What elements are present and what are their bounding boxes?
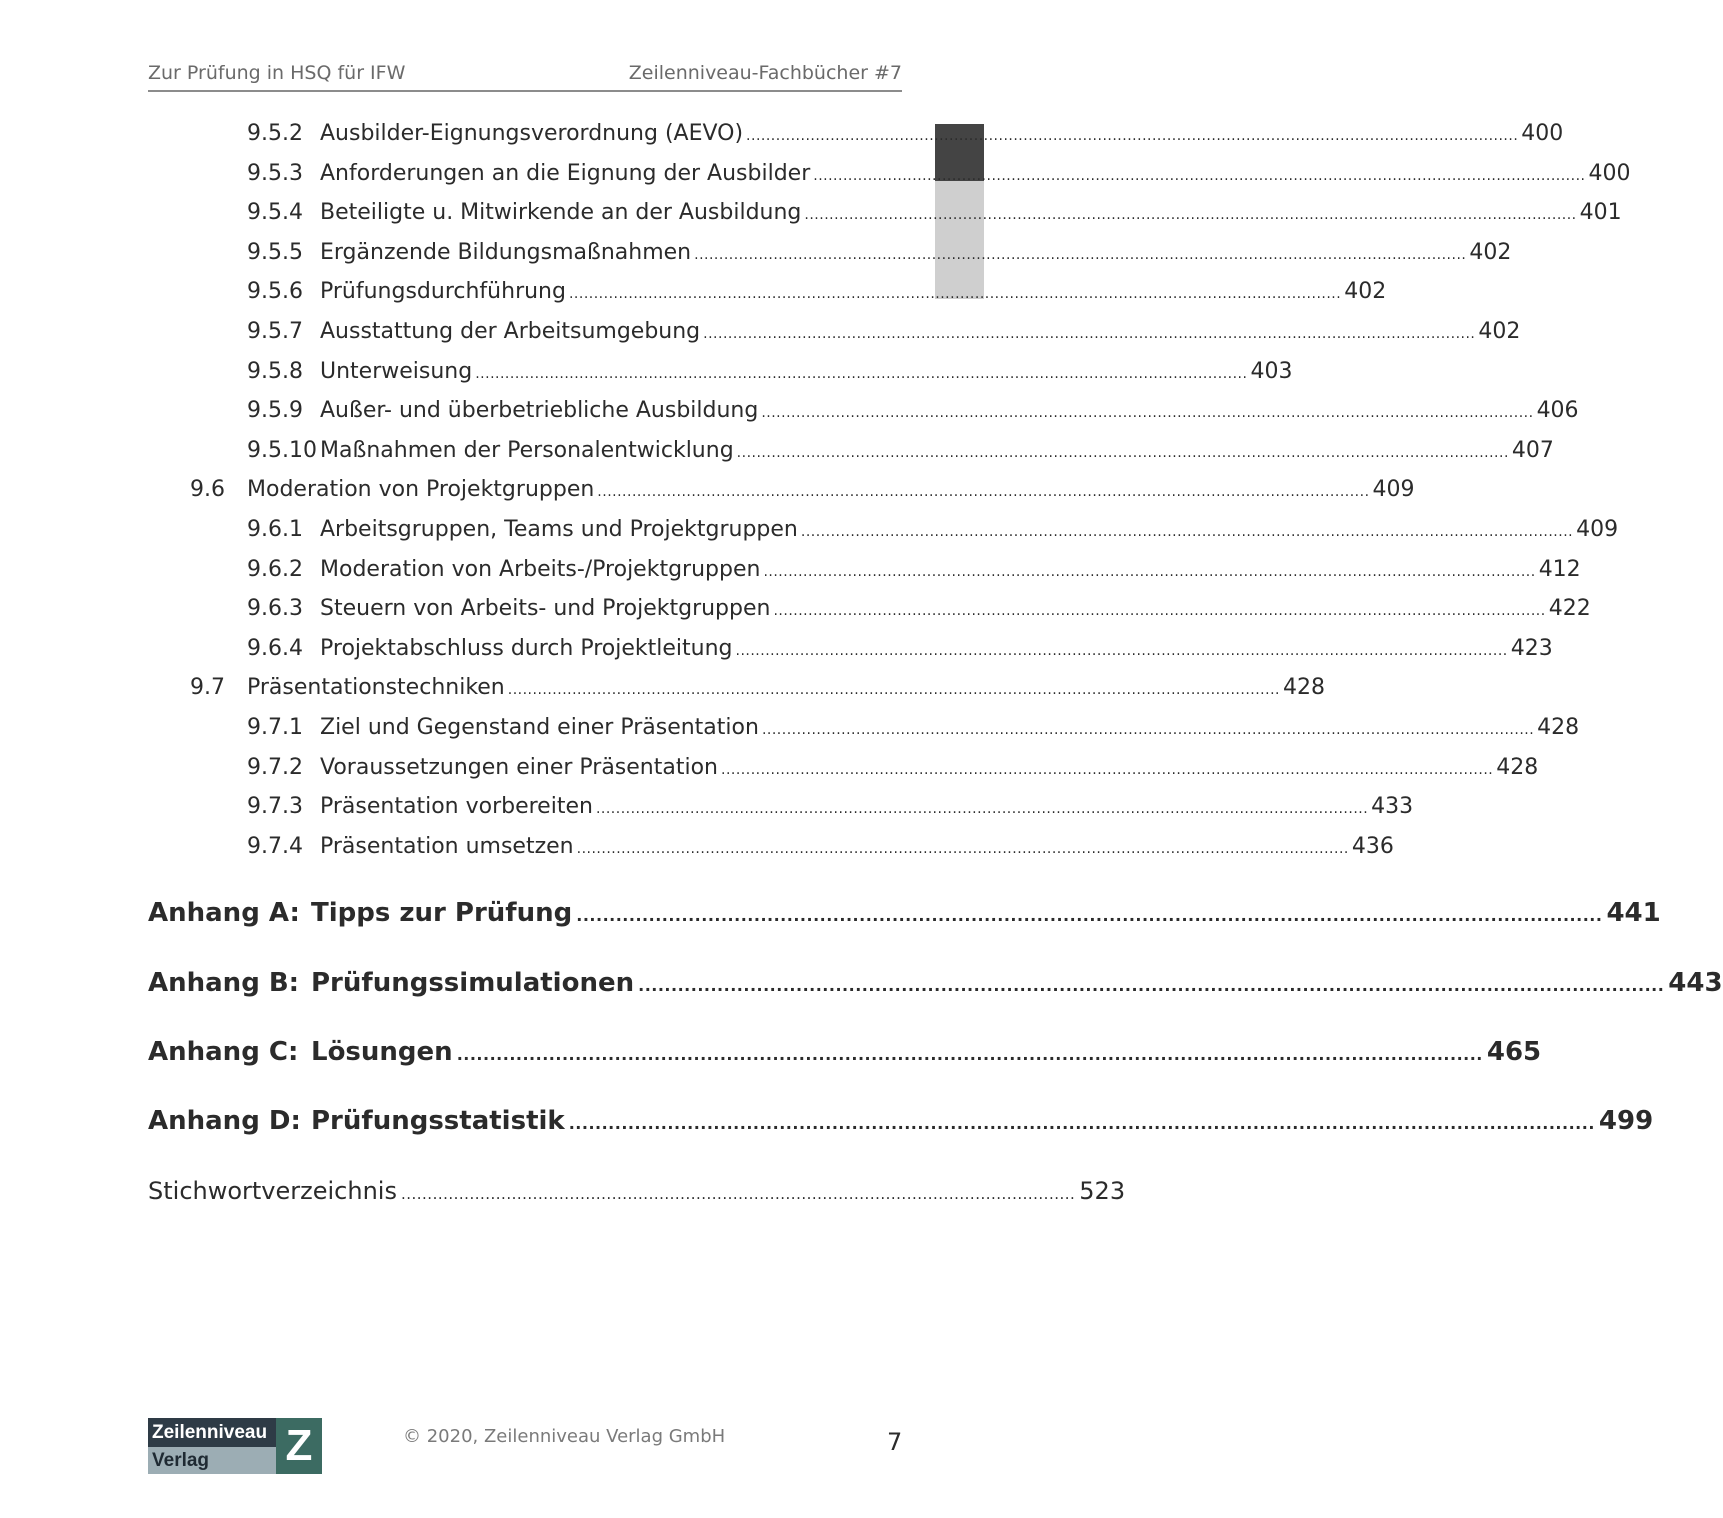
toc-entry[interactable] (0, 431, 1554, 471)
logo-text-line2: Verlag (148, 1447, 276, 1474)
toc-entry[interactable] (0, 629, 1553, 669)
toc-entry-page: 401 (1579, 200, 1622, 226)
toc-leader-dots: ............................................................................................................................................................ (721, 761, 1494, 778)
appendix-page: 441 (1606, 898, 1661, 928)
appendix-entry[interactable] (148, 893, 1661, 933)
toc-entry-page: 412 (1538, 556, 1581, 582)
logo-text-line1: Zeilenniveau (148, 1418, 276, 1447)
toc-entry-line (320, 787, 1414, 830)
toc-entry-number: 9.6 (190, 477, 225, 503)
appendix-title: Lösungen (311, 1037, 453, 1067)
appendix-title: Prüfungssimulationen (311, 968, 635, 998)
toc-entry-title: Arbeitsgruppen, Teams und Projektgruppen (320, 516, 798, 542)
toc-entry-title: Moderation von Arbeits-/Projektgruppen (320, 556, 761, 582)
toc-leader-dots: ............................................................................................................................................................ (761, 721, 1535, 738)
toc-entry-line (320, 550, 1581, 593)
toc-leader-dots: ............................................................................................................................................................ (568, 286, 1342, 303)
toc-entry-title: Beteiligte u. Mitwirkende an der Ausbildung (320, 200, 802, 226)
appendix-leader-dots: ............................................................................................................................................................ (576, 906, 1603, 925)
toc-entry-number: 9.7.4 (247, 833, 303, 859)
copyright-notice: © 2020, Zeilenniveau Verlag GmbH (403, 1426, 726, 1447)
toc-entry-page: 402 (1469, 239, 1512, 265)
toc-entry-line (320, 708, 1580, 751)
toc-leader-dots: ............................................................................................................................................................ (597, 484, 1370, 501)
toc-entry-number: 9.7.1 (247, 714, 303, 740)
toc-entry-number: 9.7.2 (247, 754, 303, 780)
appendix-leader-dots: ............................................................................................................................................................ (456, 1045, 1483, 1064)
toc-entry-line (247, 668, 1325, 711)
toc-leader-dots: ............................................................................................................................................................ (763, 563, 1536, 580)
toc-entry-page: 428 (1496, 754, 1539, 780)
toc-entry-line (320, 510, 1619, 553)
toc-entry[interactable] (0, 312, 1521, 352)
toc-entry[interactable] (0, 510, 1619, 550)
toc-leader-dots: ............................................................................................................................................................ (735, 642, 1508, 659)
toc-entry[interactable] (0, 827, 1394, 867)
appendix-line (311, 893, 1661, 936)
appendix-label: Anhang C: (148, 1037, 299, 1067)
toc-entry[interactable] (0, 114, 1564, 154)
toc-entry-number: 9.7.3 (247, 794, 303, 820)
index-leader-dots: ................................................................................................................................ (400, 1185, 1076, 1203)
toc-entry[interactable] (0, 668, 1325, 708)
toc-entry-title: Voraussetzungen einer Präsentation (320, 754, 718, 780)
appendix-entry[interactable] (148, 1101, 1654, 1141)
appendix-line (311, 1101, 1654, 1144)
toc-leader-dots: ............................................................................................................................................................ (804, 207, 1577, 224)
toc-entry-number: 9.6.4 (247, 635, 303, 661)
toc-entry-line (320, 352, 1293, 395)
appendix-label: Anhang B: (148, 968, 300, 998)
appendix-line (311, 963, 1723, 1006)
appendix-leader-dots: ............................................................................................................................................................ (568, 1114, 1595, 1133)
publisher-logo (148, 1418, 322, 1476)
logo-z-mark: Z (276, 1418, 322, 1474)
toc-entry-title: Projektabschluss durch Projektleitung (320, 635, 733, 661)
toc-entry[interactable] (0, 272, 1387, 312)
toc-entry-title: Präsentation vorbereiten (320, 794, 593, 820)
toc-entry-line (320, 748, 1539, 791)
toc-entry-number: 9.5.8 (247, 358, 303, 384)
toc-entry-line (320, 114, 1564, 157)
toc-entry-page: 436 (1351, 833, 1394, 859)
toc-leader-dots: ............................................................................................................................................................ (576, 840, 1349, 857)
header-book-title: Zur Prüfung in HSQ für IFW (148, 62, 406, 84)
toc-entry-title: Moderation von Projektgruppen (247, 477, 595, 503)
toc-leader-dots: ............................................................................................................................................................ (736, 444, 1509, 461)
toc-entry-title: Außer- und überbetriebliche Ausbildung (320, 398, 759, 424)
appendix-label: Anhang D: (148, 1106, 301, 1136)
toc-entry-line (320, 629, 1553, 672)
appendix-entry[interactable] (148, 1032, 1542, 1072)
toc-entry-page: 409 (1576, 516, 1619, 542)
appendix-page: 465 (1486, 1037, 1542, 1067)
toc-entry-page: 428 (1282, 675, 1325, 701)
toc-entry-number: 9.5.3 (247, 160, 303, 186)
toc-entry-title: Anforderungen an die Eignung der Ausbilder (320, 160, 811, 186)
toc-entry-number: 9.6.3 (247, 596, 303, 622)
appendix-page: 443 (1668, 968, 1723, 998)
toc-entry[interactable] (0, 589, 1591, 629)
toc-entry-page: 406 (1536, 398, 1579, 424)
toc-leader-dots: ............................................................................................................................................................ (761, 405, 1534, 422)
toc-entry-number: 9.6.2 (247, 556, 303, 582)
appendix-title: Tipps zur Prüfung (311, 898, 573, 928)
appendix-line (311, 1032, 1542, 1075)
toc-leader-dots: ............................................................................................................................................................ (746, 128, 1519, 144)
toc-entry-page: 402 (1478, 318, 1521, 344)
appendix-page: 499 (1598, 1106, 1654, 1136)
toc-entry[interactable] (0, 708, 1580, 748)
toc-leader-dots: ............................................................................................................................................................ (595, 801, 1369, 818)
toc-entry-line (320, 193, 1622, 236)
running-header (148, 60, 902, 92)
index-entry[interactable] (148, 1171, 1126, 1211)
toc-entry[interactable] (0, 233, 1512, 273)
toc-entry-number: 9.7 (190, 675, 225, 701)
toc-entry-line (320, 391, 1579, 434)
toc-leader-dots: ............................................................................................................................................................ (813, 167, 1586, 184)
toc-entry-number: 9.5.10 (247, 437, 317, 463)
appendix-leader-dots: ............................................................................................................................................................ (638, 976, 1665, 995)
toc-entry-line (320, 233, 1512, 276)
toc-entry[interactable] (0, 352, 1293, 392)
toc-entry-page: 409 (1372, 477, 1415, 503)
toc-entry-title: Ausstattung der Arbeitsumgebung (320, 318, 701, 344)
toc-entry-page: 402 (1344, 279, 1387, 305)
toc-entry-page: 423 (1510, 635, 1553, 661)
toc-leader-dots: ............................................................................................................................................................ (507, 682, 1280, 699)
toc-entry-title: Prüfungsdurchführung (320, 279, 566, 305)
appendix-title: Prüfungsstatistik (311, 1106, 565, 1136)
toc-entry-line (320, 154, 1631, 197)
toc-entry-line (247, 470, 1415, 513)
index-page: 523 (1079, 1177, 1126, 1205)
page-number: 7 (887, 1428, 903, 1456)
toc-entry-title: Maßnahmen der Personalentwicklung (320, 437, 734, 463)
toc-entry-number: 9.5.5 (247, 239, 303, 265)
toc-entry-number: 9.5.6 (247, 279, 303, 305)
toc-leader-dots: ............................................................................................................................................................ (475, 365, 1248, 382)
toc-entry-page: 422 (1548, 596, 1591, 622)
toc-entry[interactable] (0, 748, 1539, 788)
toc-leader-dots: ............................................................................................................................................................ (800, 523, 1574, 540)
toc-leader-dots: ............................................................................................................................................................ (773, 603, 1546, 620)
toc-entry-page: 403 (1250, 358, 1293, 384)
toc-entry[interactable] (0, 550, 1581, 590)
toc-entry[interactable] (0, 470, 1415, 510)
toc-entry-line (320, 272, 1387, 315)
toc-entry-line (320, 312, 1521, 355)
appendix-label: Anhang A: (148, 898, 300, 928)
toc-entry-number: 9.5.4 (247, 200, 303, 226)
toc-entry-page: 433 (1371, 794, 1414, 820)
toc-leader-dots: ............................................................................................................................................................ (694, 246, 1467, 263)
toc-entry-line (320, 827, 1394, 870)
toc-entry[interactable] (0, 391, 1579, 431)
toc-entry-line (320, 431, 1554, 474)
toc-entry-number: 9.6.1 (247, 516, 303, 542)
toc-entry-title: Unterweisung (320, 358, 473, 384)
table-of-contents (0, 114, 1631, 866)
toc-entry-title: Präsentationstechniken (247, 675, 505, 701)
index-title: Stichwortverzeichnis (148, 1177, 397, 1205)
toc-entry-title: Steuern von Arbeits- und Projektgruppen (320, 596, 771, 622)
toc-entry-line (320, 589, 1591, 632)
toc-entry-title: Ergänzende Bildungsmaßnahmen (320, 239, 692, 265)
toc-entry-number: 9.5.7 (247, 318, 303, 344)
toc-leader-dots: ............................................................................................................................................................ (703, 325, 1476, 342)
header-series-title: Zeilenniveau-Fachbücher #7 (628, 62, 902, 84)
toc-entry-title: Präsentation umsetzen (320, 833, 574, 859)
toc-entry[interactable] (0, 154, 1631, 194)
toc-entry-title: Ziel und Gegenstand einer Präsentation (320, 714, 759, 740)
toc-entry-page: 400 (1521, 121, 1564, 146)
appendix-entry[interactable] (148, 963, 1723, 1003)
toc-entry[interactable] (0, 787, 1414, 827)
toc-entry-number: 9.5.2 (247, 121, 303, 146)
toc-entry-title: Ausbilder-Eignungsverordnung (AEVO) (320, 121, 744, 146)
toc-entry-page: 400 (1588, 160, 1631, 186)
toc-entry-page: 407 (1511, 437, 1554, 463)
toc-entry[interactable] (0, 193, 1622, 233)
toc-entry-number: 9.5.9 (247, 398, 303, 424)
toc-entry-page: 428 (1537, 714, 1580, 740)
